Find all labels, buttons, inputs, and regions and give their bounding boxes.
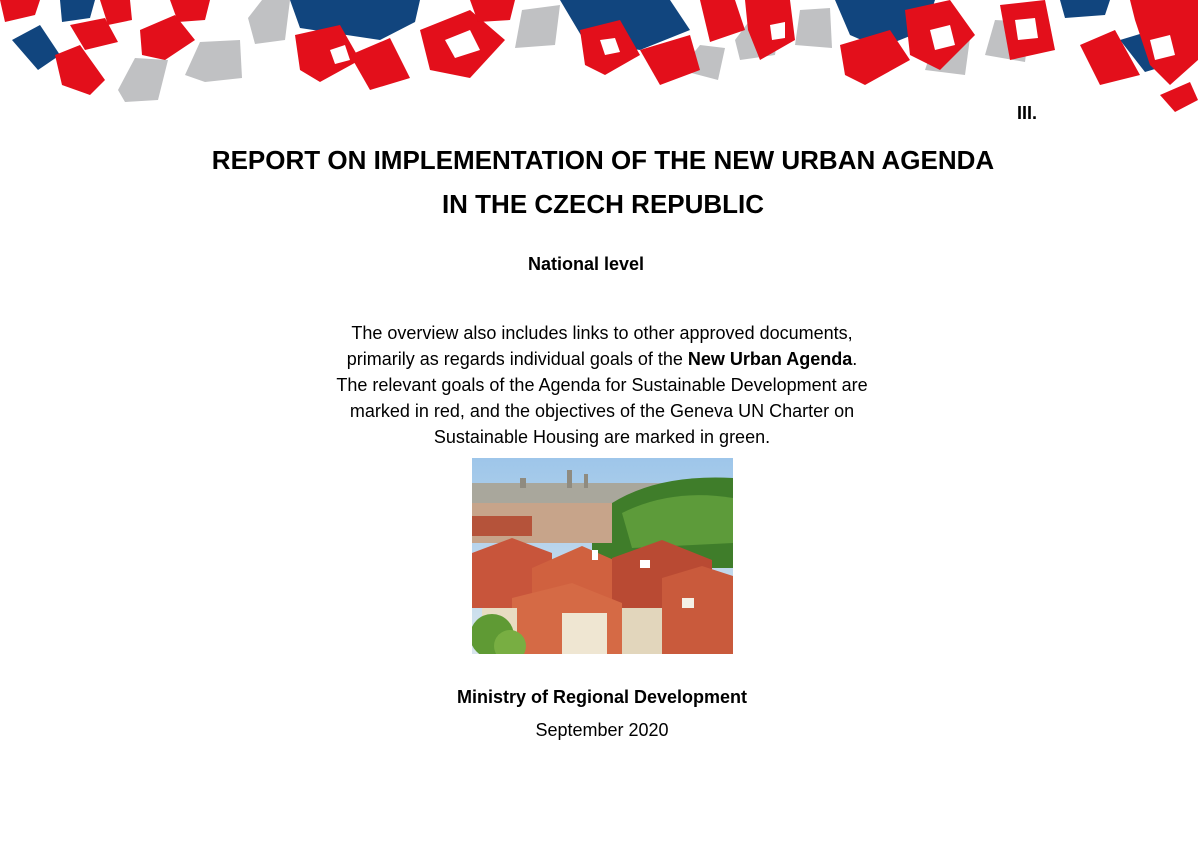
decorative-banner bbox=[0, 0, 1198, 115]
title-line-1: REPORT ON IMPLEMENTATION OF THE NEW URBAN AGENDA bbox=[211, 145, 995, 175]
intro-line-1: The overview also includes links to other approved documents, bbox=[351, 323, 853, 343]
title-line-2: IN THE CZECH REPUBLIC bbox=[441, 189, 765, 219]
page-title bbox=[0, 138, 1198, 226]
subtitle: National level bbox=[527, 254, 645, 274]
new-urban-agenda-bold: New Urban Agenda bbox=[687, 349, 853, 369]
city-rooftops-photo bbox=[472, 458, 733, 654]
publication-date: September 2020 bbox=[535, 720, 669, 740]
intro-line-2-prefix: primarily as regards individual goals of the bbox=[346, 349, 688, 369]
intro-line-5: Sustainable Housing are marked in green. bbox=[433, 427, 771, 447]
intro-line-2 bbox=[0, 346, 1198, 372]
ministry-name: Ministry of Regional Development bbox=[456, 687, 748, 707]
intro-line-4: marked in red, and the objectives of the Geneva UN Charter on bbox=[349, 401, 855, 421]
intro-paragraph bbox=[0, 320, 1198, 450]
intro-line-3: The relevant goals of the Agenda for Sustainable Development are bbox=[336, 375, 868, 395]
section-number: III. bbox=[1016, 103, 1037, 123]
intro-line-2-suffix: . bbox=[852, 349, 858, 369]
